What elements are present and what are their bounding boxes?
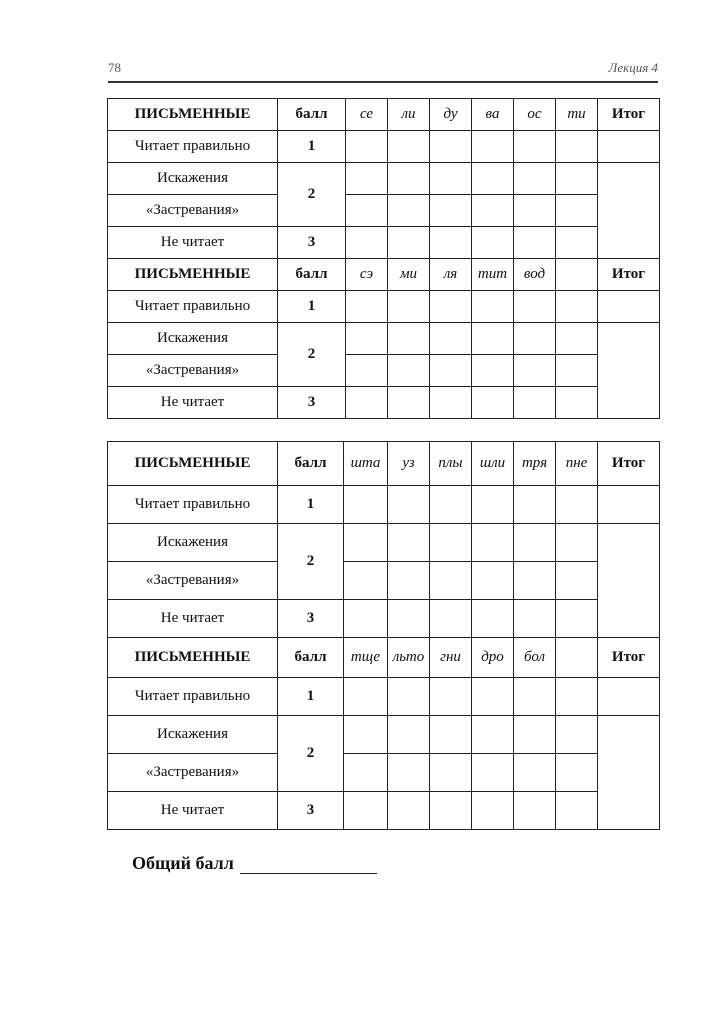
blank-cell [430, 323, 472, 355]
blank-cell [388, 754, 430, 792]
syllable-cell: ос [514, 99, 556, 131]
total-cell [598, 163, 660, 259]
blank-cell [346, 131, 388, 163]
table-row [108, 524, 660, 562]
header-label: ПИСЬМЕННЫЕ [108, 99, 278, 131]
score-header: балл [278, 99, 346, 131]
table-header-row [108, 442, 660, 486]
blank-cell [556, 716, 598, 754]
blank-cell [344, 792, 388, 830]
row-label: Искажения [108, 163, 278, 195]
table-row [108, 355, 660, 387]
blank-cell [472, 524, 514, 562]
blank-cell [388, 792, 430, 830]
score-cell: 3 [278, 600, 344, 638]
blank-cell [430, 678, 472, 716]
total-cell [598, 291, 660, 323]
table-row [108, 754, 660, 792]
row-label: Не читает [108, 227, 278, 259]
score-cell: 1 [278, 131, 346, 163]
syllable-cell: гни [430, 638, 472, 678]
score-header: балл [278, 442, 344, 486]
score-cell: 2 [278, 323, 346, 387]
syllable-cell: бол [514, 638, 556, 678]
blank-cell [556, 486, 598, 524]
syllable-cell: сэ [346, 259, 388, 291]
blank-cell [556, 291, 598, 323]
blank-cell [346, 195, 388, 227]
total-cell [598, 486, 660, 524]
blank-cell [556, 387, 598, 419]
table-row [108, 562, 660, 600]
blank-cell [346, 291, 388, 323]
blank-cell [472, 227, 514, 259]
blank-cell [514, 754, 556, 792]
blank-cell [346, 355, 388, 387]
row-label: Искажения [108, 323, 278, 355]
blank-cell [388, 291, 430, 323]
blank-cell [556, 754, 598, 792]
assessment-table-1 [107, 98, 660, 419]
syllable-cell: се [346, 99, 388, 131]
assessment-table-2 [107, 441, 660, 830]
score-cell: 3 [278, 387, 346, 419]
header-label: ПИСЬМЕННЫЕ [108, 259, 278, 291]
blank-cell [472, 562, 514, 600]
total-header: Итог [598, 99, 660, 131]
table-row [108, 600, 660, 638]
blank-cell [472, 486, 514, 524]
blank-cell [556, 678, 598, 716]
table-header-row [108, 638, 660, 678]
blank-cell [388, 355, 430, 387]
syllable-cell: шта [344, 442, 388, 486]
score-cell: 2 [278, 716, 344, 792]
blank-cell [514, 524, 556, 562]
syllable-cell: вод [514, 259, 556, 291]
blank-cell [430, 754, 472, 792]
syllable-cell: плы [430, 442, 472, 486]
blank-cell [514, 678, 556, 716]
row-label: «Застревания» [108, 355, 278, 387]
syllable-cell: ва [472, 99, 514, 131]
blank-cell [430, 486, 472, 524]
blank-cell [430, 792, 472, 830]
blank-cell [556, 524, 598, 562]
row-label: «Застревания» [108, 754, 278, 792]
overall-score-label: Общий балл [132, 853, 234, 873]
total-cell [598, 678, 660, 716]
syllable-cell: льто [388, 638, 430, 678]
total-cell [598, 716, 660, 830]
table-row [108, 486, 660, 524]
row-label: Искажения [108, 716, 278, 754]
blank-cell [514, 792, 556, 830]
score-header: балл [278, 259, 346, 291]
blank-cell [514, 291, 556, 323]
score-cell: 1 [278, 486, 344, 524]
total-cell [598, 524, 660, 638]
blank-cell [344, 716, 388, 754]
table-row [108, 291, 660, 323]
blank-cell [514, 131, 556, 163]
blank-cell [556, 163, 598, 195]
total-header: Итог [598, 259, 660, 291]
table-row [108, 716, 660, 754]
score-cell: 2 [278, 163, 346, 227]
syllable-cell: тще [344, 638, 388, 678]
table-header-row [108, 259, 660, 291]
blank-cell [556, 195, 598, 227]
blank-cell [514, 195, 556, 227]
blank-cell [388, 131, 430, 163]
blank-cell [388, 524, 430, 562]
blank-cell [514, 486, 556, 524]
blank-cell [472, 792, 514, 830]
blank-cell [344, 754, 388, 792]
syllable-cell: ля [430, 259, 472, 291]
table-row [108, 387, 660, 419]
blank-cell [472, 355, 514, 387]
syllable-cell: тря [514, 442, 556, 486]
blank-cell [472, 195, 514, 227]
blank-cell [388, 387, 430, 419]
syllable-cell: ду [430, 99, 472, 131]
blank-cell [344, 562, 388, 600]
blank-cell [388, 600, 430, 638]
row-label: Читает правильно [108, 291, 278, 323]
blank-cell [430, 387, 472, 419]
blank-cell [388, 716, 430, 754]
blank-cell [556, 323, 598, 355]
blank-cell [472, 291, 514, 323]
blank-cell [430, 227, 472, 259]
blank-cell [514, 355, 556, 387]
blank-cell [472, 754, 514, 792]
table-row [108, 792, 660, 830]
blank-cell [556, 131, 598, 163]
syllable-cell: шли [472, 442, 514, 486]
overall-score-blank [240, 855, 377, 874]
syllable-cell: ти [556, 99, 598, 131]
blank-cell [472, 600, 514, 638]
blank-cell [430, 716, 472, 754]
blank-cell [472, 323, 514, 355]
blank-cell [556, 600, 598, 638]
row-label: Читает правильно [108, 131, 278, 163]
blank-cell [430, 562, 472, 600]
blank-cell [514, 600, 556, 638]
row-label: Искажения [108, 524, 278, 562]
blank-cell [556, 562, 598, 600]
score-cell: 3 [278, 227, 346, 259]
table-header-row [108, 99, 660, 131]
blank-cell [388, 486, 430, 524]
blank-cell [388, 323, 430, 355]
blank-cell [346, 323, 388, 355]
blank-cell [430, 355, 472, 387]
score-cell: 1 [278, 678, 344, 716]
syllable-cell: пне [556, 442, 598, 486]
row-label: Не читает [108, 387, 278, 419]
blank-cell [388, 163, 430, 195]
syllable-cell [556, 638, 598, 678]
blank-cell [472, 163, 514, 195]
blank-cell [514, 227, 556, 259]
blank-cell [472, 678, 514, 716]
row-label: Не читает [108, 792, 278, 830]
blank-cell [514, 716, 556, 754]
table-row [108, 323, 660, 355]
blank-cell [556, 355, 598, 387]
page-header [108, 60, 658, 82]
blank-cell [514, 387, 556, 419]
table-row [108, 163, 660, 195]
table-row [108, 678, 660, 716]
blank-cell [344, 678, 388, 716]
blank-cell [346, 163, 388, 195]
header-label: ПИСЬМЕННЫЕ [108, 638, 278, 678]
blank-cell [388, 678, 430, 716]
row-label: «Застревания» [108, 562, 278, 600]
syllable-cell: ли [388, 99, 430, 131]
blank-cell [388, 562, 430, 600]
syllable-cell [556, 259, 598, 291]
score-cell: 1 [278, 291, 346, 323]
total-cell [598, 131, 660, 163]
table-row [108, 131, 660, 163]
syllable-cell: тит [472, 259, 514, 291]
syllable-cell: дро [472, 638, 514, 678]
blank-cell [344, 486, 388, 524]
blank-cell [514, 562, 556, 600]
row-label: Не читает [108, 600, 278, 638]
blank-cell [344, 524, 388, 562]
total-header: Итог [598, 638, 660, 678]
blank-cell [556, 227, 598, 259]
blank-cell [388, 227, 430, 259]
blank-cell [346, 227, 388, 259]
blank-cell [472, 716, 514, 754]
row-label: Читает правильно [108, 486, 278, 524]
blank-cell [346, 387, 388, 419]
running-title: Лекция 4 [608, 60, 658, 75]
page-number: 78 [108, 60, 121, 75]
syllable-cell: ми [388, 259, 430, 291]
overall-score [132, 853, 377, 874]
score-cell: 2 [278, 524, 344, 600]
header-rule [108, 81, 658, 83]
header-label: ПИСЬМЕННЫЕ [108, 442, 278, 486]
syllable-cell: уз [388, 442, 430, 486]
blank-cell [344, 600, 388, 638]
blank-cell [430, 163, 472, 195]
blank-cell [430, 195, 472, 227]
row-label: «Застревания» [108, 195, 278, 227]
row-label: Читает правильно [108, 678, 278, 716]
blank-cell [556, 792, 598, 830]
blank-cell [430, 131, 472, 163]
table-row [108, 227, 660, 259]
score-cell: 3 [278, 792, 344, 830]
blank-cell [430, 600, 472, 638]
table-row [108, 195, 660, 227]
blank-cell [472, 131, 514, 163]
blank-cell [472, 387, 514, 419]
blank-cell [430, 524, 472, 562]
blank-cell [514, 163, 556, 195]
total-cell [598, 323, 660, 419]
blank-cell [514, 323, 556, 355]
blank-cell [430, 291, 472, 323]
score-header: балл [278, 638, 344, 678]
blank-cell [388, 195, 430, 227]
total-header: Итог [598, 442, 660, 486]
